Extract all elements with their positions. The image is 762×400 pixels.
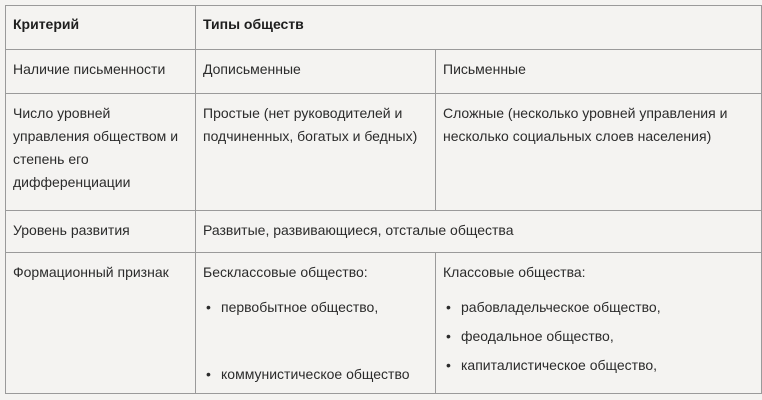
type-a-cell: Простые (нет руководителей и подчиненных, богатых и бедных): [196, 94, 436, 211]
list-item-label: коммунистическое общество: [221, 366, 410, 382]
table-row: [6, 253, 762, 394]
criterion-cell: Формационный признак: [6, 253, 196, 394]
bullet-icon: •: [206, 366, 211, 382]
development-value-cell: Развитые, развивающиеся, отсталые общества: [196, 211, 762, 253]
list-item-label: первобытное общество,: [221, 299, 379, 315]
header-criterion: Критерий: [6, 6, 196, 50]
header-society-types: Типы обществ: [196, 6, 762, 50]
classless-title: Бесклассовые общество:: [203, 264, 368, 280]
list-item: [443, 296, 754, 319]
list-item-label: капиталистическое общество,: [461, 357, 658, 373]
list-item: [443, 354, 754, 377]
bullet-icon: •: [446, 357, 451, 373]
list-item-label: рабовладельческое общество,: [461, 299, 661, 315]
table-row: [6, 94, 762, 211]
table-row: [6, 50, 762, 94]
bullet-icon: •: [446, 328, 451, 344]
class-title: Классовые общества:: [443, 264, 586, 280]
list-item: [203, 363, 428, 386]
bullet-icon: •: [206, 299, 211, 315]
list-item: [443, 325, 754, 348]
criterion-cell: Число уровней управления обществом и степень его дифференциации: [6, 94, 196, 211]
criterion-cell: Наличие письменности: [6, 50, 196, 94]
class-list: [443, 296, 754, 377]
society-types-table: [5, 5, 762, 394]
type-b-cell: [436, 253, 762, 394]
bullet-icon: •: [446, 299, 451, 315]
table-header-row: [6, 6, 762, 50]
type-b-cell: Сложные (несколько уровней управления и несколько социальных слоев населения): [436, 94, 762, 211]
list-item-label: феодальное общество,: [461, 328, 614, 344]
classless-list: [203, 296, 428, 386]
type-a-cell: [196, 253, 436, 394]
criterion-cell: Уровень развития: [6, 211, 196, 253]
table-row: [6, 211, 762, 253]
list-item: [203, 296, 428, 319]
type-b-cell: Письменные: [436, 50, 762, 94]
type-a-cell: Дописьменные: [196, 50, 436, 94]
